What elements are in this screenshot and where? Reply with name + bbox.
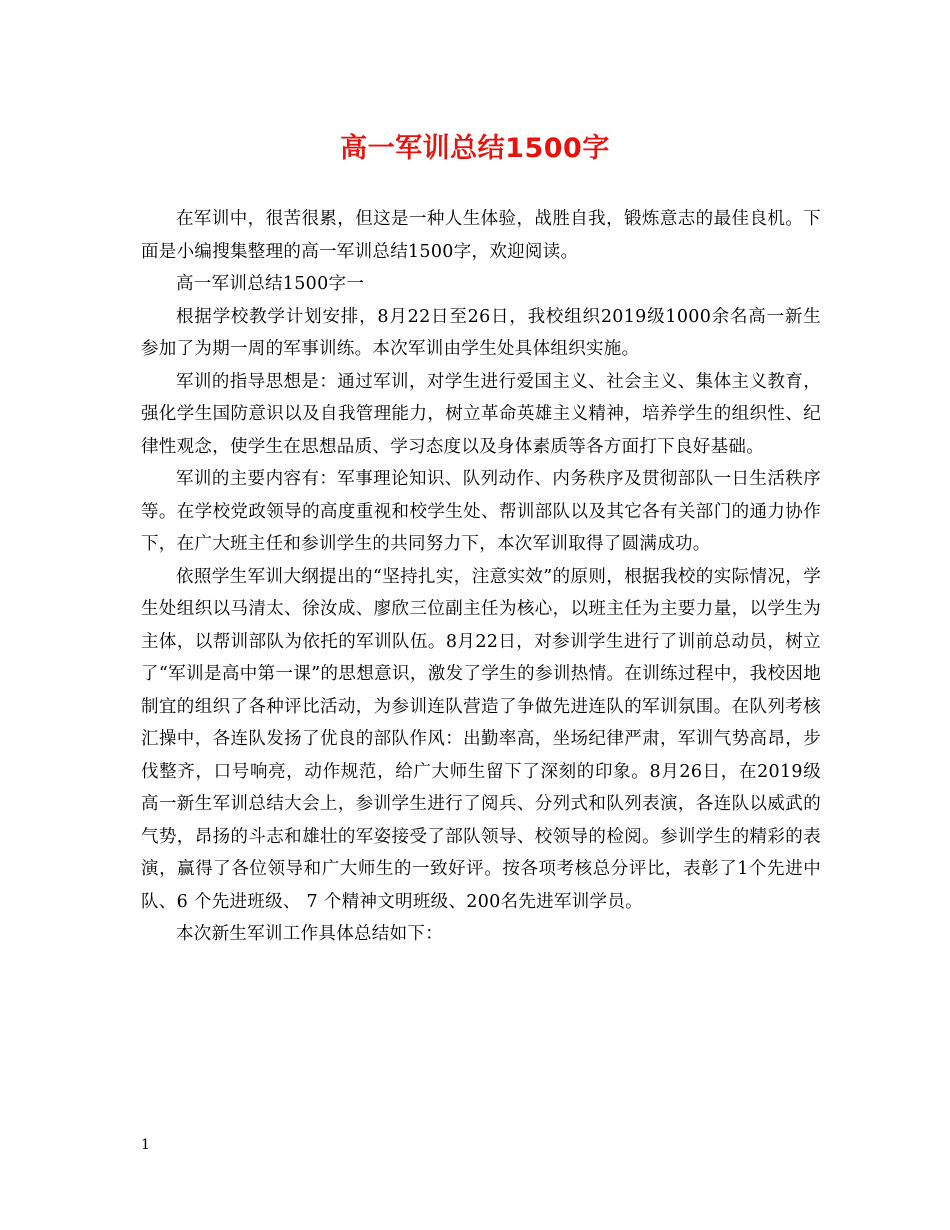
document-title: 高一军训总结1500字 bbox=[340, 133, 610, 164]
body-paragraph: 军训的主要内容有：军事理论知识、队列动作、内务秩序及贯彻部队一日生活秩序等。在学校党政领导的高度重视和校学生处、帮训部队以及其它各有关部门的通力协作下，在广大班主任和参训学生的共同努力下，本次军训取得了圆满成功。 bbox=[141, 469, 821, 554]
body-paragraph: 根据学校教学计划安排，8月22日至26日，我校组织2019级1000余名高一新生参加了为期一周的军事训练。本次军训由学生处具体组织实施。 bbox=[141, 306, 821, 359]
body-paragraph: 依照学生军训大纲提出的“坚持扎实，注意实效”的原则，根据我校的实际情况，学生处组织以马清太、徐汝成、廖欣三位副主任为核心，以班主任为主要力量，以学生为主体，以帮训部队为依托的军训队伍。8月22日，对参训学生进行了训前总动员，树立了“军训是高中第一课”的思想意识，激发了学生的参训热情。在训练过程中，我校因地制宜的组织了各种评比活动，为参训连队营造了争做先进连队的军训氛围。在队列考核汇操中，各连队发扬了优良的部队作风：出勤率高，坐场纪律严肃，军训气势高昂，步伐整齐，口号响亮，动作规范，给广大师生留下了深刻的印象。8月26日，在2019级高一新生军训总结大会上，参训学生进行了阅兵、分列式和队列表演，各连队以威武的气势，昂扬的斗志和雄壮的军姿接受了部队领导、校领导的检阅。参训学生的精彩的表演，赢得了各位领导和广大师生的一致好评。按各项考核总分评比，表彰了1个先进中队、6 个先进班级、 7 个精神文明班级、200名先进军训学员。 bbox=[141, 566, 821, 912]
document-body bbox=[141, 203, 821, 951]
body-paragraph: 军训的指导思想是：通过军训，对学生进行爱国主义、社会主义、集体主义教育，强化学生国防意识以及自我管理能力，树立革命英雄主义精神，培养学生的组织性、纪律性观念，使学生在思想品质、学习态度以及身体素质等各方面打下良好基础。 bbox=[141, 371, 821, 457]
body-paragraph: 本次新生军训工作具体总结如下： bbox=[176, 924, 443, 944]
page-number: 1 bbox=[141, 1137, 150, 1153]
section-heading: 高一军训总结1500字一 bbox=[176, 274, 365, 294]
intro-paragraph: 在军训中，很苦很累，但这是一种人生体验，战胜自我，锻炼意志的最佳良机。下面是小编搜集整理的高一军训总结1500字，欢迎阅读。 bbox=[141, 209, 821, 262]
